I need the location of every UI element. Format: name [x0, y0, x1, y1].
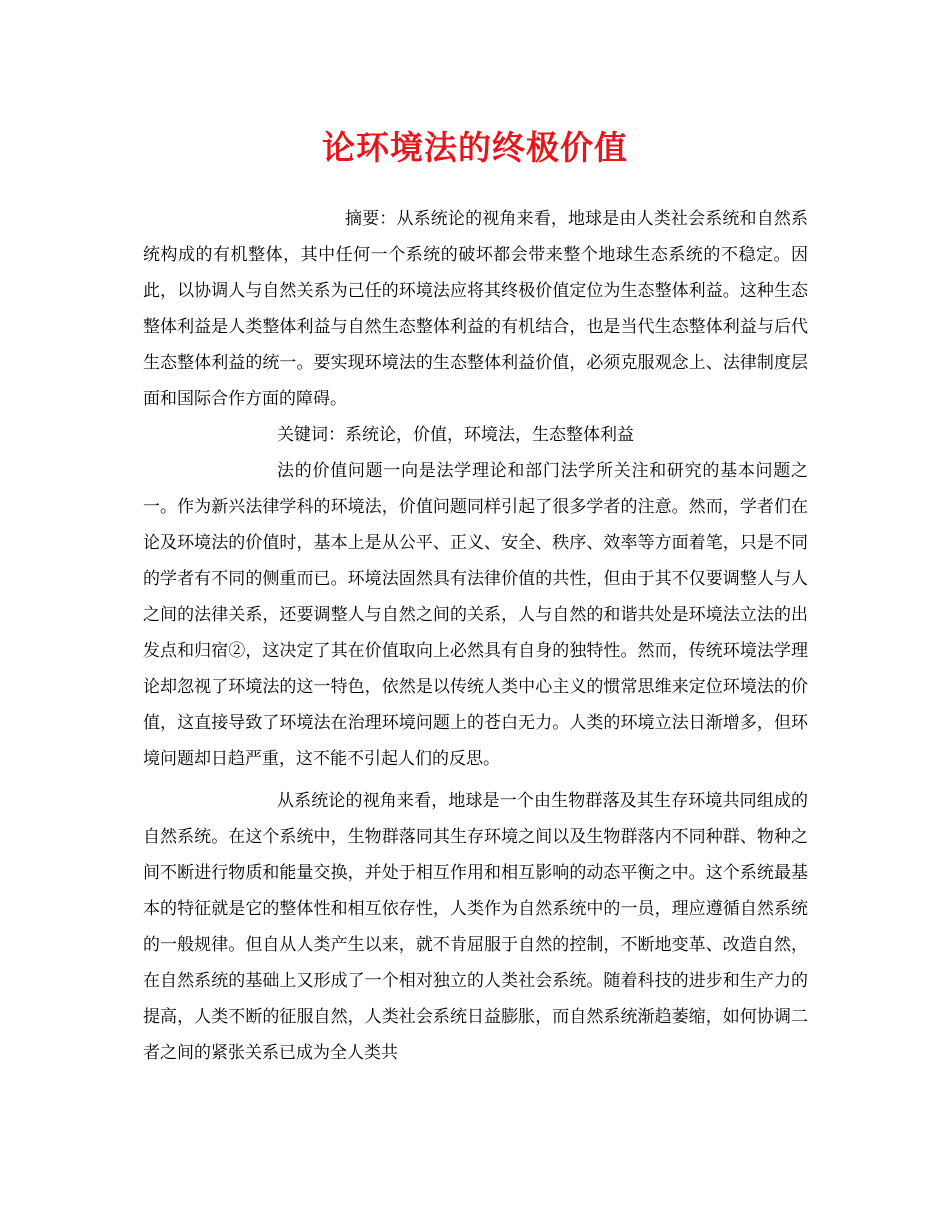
document-title: 论环境法的终极价值: [322, 128, 628, 167]
document-body: [143, 201, 808, 1071]
abstract-paragraph: 摘要：从系统论的视角来看，地球是由人类社会系统和自然系统构成的有机整体，其中任何一个系统的破坏都会带来整个地球生态系统的不稳定。因此，以协调人与自然关系为己任的环境法应将其终极价值定位为生态整体利益。这种生态整体利益是人类整体利益与自然生态整体利益的有机结合，也是当代生态整体利益与后代生态整体利益的统一。要实现环境法的生态整体利益价值，必须克服观念上、法律制度层面和国际合作方面的障碍。: [143, 209, 808, 409]
body-paragraph-1: 法的价值问题一向是法学理论和部门法学所关注和研究的基本问题之一。作为新兴法律学科的环境法，价值问题同样引起了很多学者的注意。然而，学者们在论及环境法的价值时，基本上是从公平、正义、安全、秩序、效率等方面着笔，只是不同的学者有不同的侧重而已。环境法固然具有法律价值的共性，但由于其不仅要调整人与人之间的法律关系，还要调整人与自然之间的关系，人与自然的和谐共处是环境法立法的出发点和归宿②，这决定了其在价值取向上必然具有自身的独特性。然而，传统环境法学理论却忽视了环境法的这一特色，依然是以传统人类中心主义的惯常思维来定位环境法的价值，这直接导致了环境法在治理环境问题上的苍白无力。人类的环境立法日渐增多，但环境问题却日趋严重，这不能不引起人们的反思。: [143, 461, 808, 769]
keywords-line: 关键词：系统论，价值，环境法，生态整体利益: [277, 425, 634, 445]
body-paragraph-2: 从系统论的视角来看，地球是一个由生物群落及其生存环境共同组成的自然系统。在这个系统中，生物群落同其生存环境之间以及生物群落内不同种群、物种之间不断进行物质和能量交换，并处于相互作用和相互影响的动态平衡之中。这个系统最基本的特征就是它的整体性和相互依存性，人类作为自然系统中的一员，理应遵循自然系统的一般规律。但自从人类产生以来，就不肯屈服于自然的控制，不断地变革、改造自然，在自然系统的基础上又形成了一个相对独立的人类社会系统。随着科技的进步和生产力的提高，人类不断的征服自然，人类社会系统日益膨胀，而自然系统渐趋萎缩，如何协调二者之间的紧张关系已成为全人类共: [143, 791, 808, 1063]
